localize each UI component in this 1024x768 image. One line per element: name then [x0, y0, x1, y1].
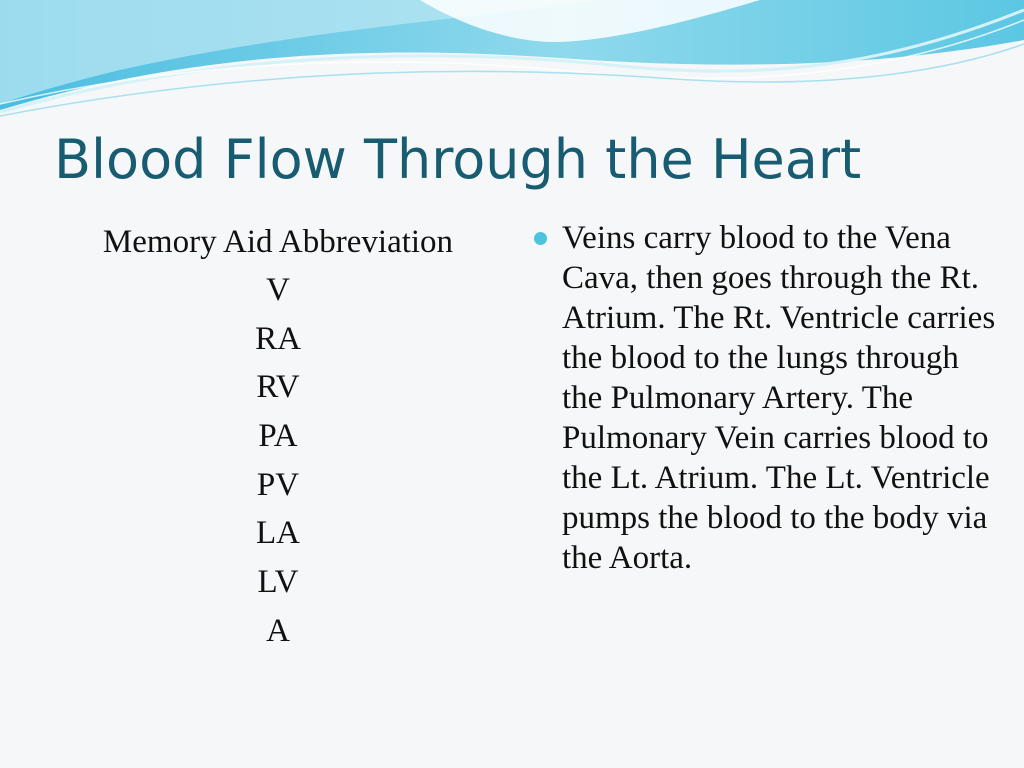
abbreviation-item: PA: [258, 418, 298, 455]
memory-aid-column: [62, 218, 494, 656]
memory-aid-heading: Memory Aid Abbreviation: [102, 224, 454, 260]
abbreviation-item: LV: [257, 564, 299, 601]
abbreviation-item: V: [266, 272, 290, 308]
explanation-bullet-text: Veins carry blood to the Vena Cava, then goes through the Rt. Atrium. The Rt. Ventricle carries the blood to the lungs through the Pulmonary Artery. The Pulmonary Vein carries blood to the Lt. Atrium. The Lt. Ventricle pumps the blood to the body via the Aorta.: [562, 220, 996, 576]
abbreviation-item: A: [266, 612, 290, 649]
bullet-dot-icon: [534, 232, 547, 245]
abbreviation-list: [62, 266, 494, 656]
abbreviation-item: PV: [256, 466, 300, 503]
slide-title: Blood Flow Through the Heart: [54, 128, 862, 191]
wave-decoration: [0, 0, 1024, 130]
abbreviation-item: RV: [256, 369, 300, 406]
abbreviation-item: LA: [256, 515, 300, 552]
abbreviation-item: RA: [255, 320, 301, 357]
